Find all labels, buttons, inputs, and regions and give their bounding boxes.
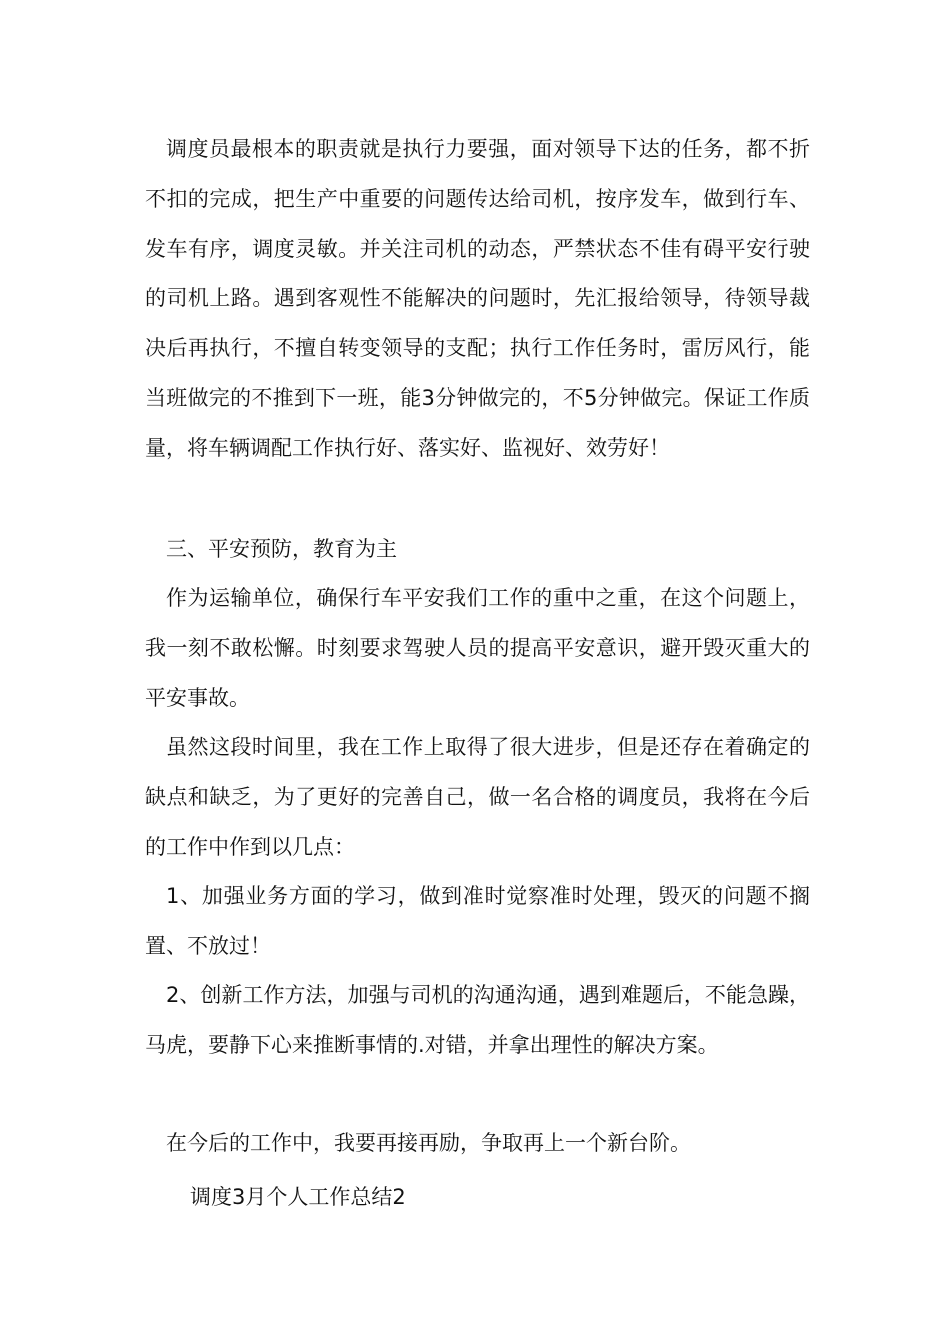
paragraph-safety: 作为运输单位，确保行车平安我们工作的重中之重，在这个问题上，我一刻不敢松懈。时刻要求驾驶人员的提高平安意识，避开毁灭重大的平安事故。 [145,586,810,710]
section-heading-safety: 三、平安预防，教育为主 [166,537,397,561]
list-item-2: 2、创新工作方法，加强与司机的沟通沟通，遇到难题后，不能急躁，马虎，要静下心来推断事情的.对错，并拿出理性的解决方案。 [145,983,810,1057]
paragraph-shortcomings: 虽然这段时间里，我在工作上取得了很大进步，但是还存在着确定的缺点和缺乏，为了更好的完善自己，做一名合格的调度员，我将在今后的工作中作到以几点： [145,735,810,859]
paragraph-dispatcher-duties: 调度员最根本的职责就是执行力要强，面对领导下达的任务，都不折不扣的完成，把生产中重要的问题传达给司机，按序发车，做到行车、发车有序，调度灵敏。并关注司机的动态，严禁状态不佳有碍平安行驶的司机上路。遇到客观性不能解决的问题时，先汇报给领导，待领导裁决后再执行，不擅自转变领导的支配；执行工作任务时，雷厉风行，能当班做完的不推到下一班，能3分钟做完的，不5分钟做完。保证工作质量，将车辆调配工作执行好、落实好、监视好、效劳好！ [145,137,810,460]
next-section-title: 调度3月个人工作总结2 [190,1185,406,1209]
list-item-1: 1、加强业务方面的学习，做到准时觉察准时处理，毁灭的问题不搁置、不放过！ [145,884,810,958]
closing-paragraph: 在今后的工作中，我要再接再励，争取再上一个新台阶。 [166,1131,691,1155]
